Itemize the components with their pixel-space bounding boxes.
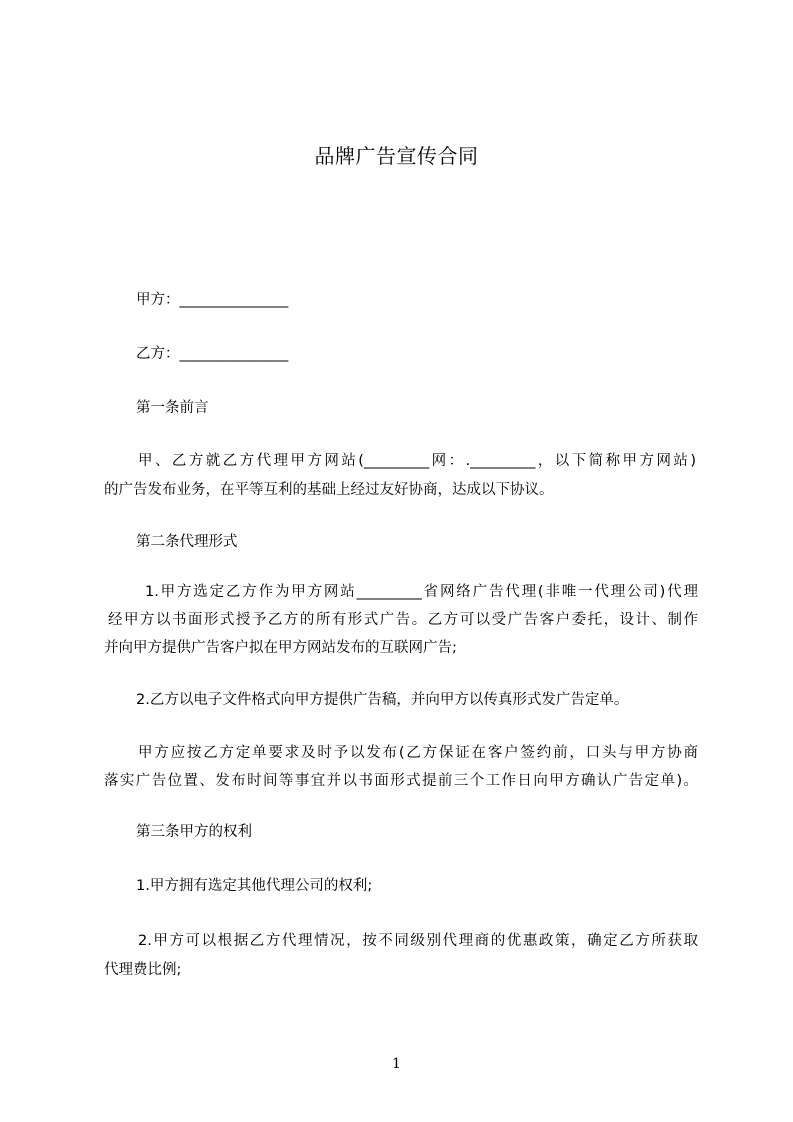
article-2-item-1-line-3: 并向甲方提供广告客户拟在甲方网站发布的互联网广告;	[104, 640, 457, 656]
article-3-item-2-line-2: 代理费比例;	[104, 962, 182, 978]
article-2-paragraph-line-2: 落实广告位置、发布时间等事宜并以书面形式提前三个工作日向甲方确认广告定单)。	[104, 773, 698, 789]
party-b-line: 乙方：_______________	[136, 346, 289, 362]
article-3-item-1: 1.甲方拥有选定其他代理公司的权利;	[136, 878, 373, 894]
article-1-paragraph-line-1: 甲、乙方就乙方代理甲方网站(_________网：._________，以下简称甲方网站)	[138, 453, 696, 469]
party-a-line: 甲方：_______________	[136, 292, 289, 308]
article-2-paragraph-line-1: 甲方应按乙方定单要求及时予以发布(乙方保证在客户签约前，口头与甲方协商	[138, 745, 698, 761]
page-number: 1	[392, 1056, 401, 1072]
article-2-heading: 第二条代理形式	[136, 534, 238, 550]
article-1-heading: 第一条前言	[136, 400, 209, 416]
article-2-item-1-line-2: 经甲方以书面形式授予乙方的所有形式广告。乙方可以受广告客户委托，设计、制作	[108, 612, 698, 628]
article-3-item-2-line-1: 2.甲方可以根据乙方代理情况，按不同级别代理商的优惠政策，确定乙方所获取	[138, 933, 698, 949]
article-1-paragraph-line-2: 的广告发布业务，在平等互利的基础上经过友好协商，达成以下协议。	[104, 482, 554, 498]
document-title: 品牌广告宣传合同	[314, 144, 479, 168]
article-3-heading: 第三条甲方的权利	[136, 824, 252, 840]
article-2-item-2: 2.乙方以电子文件格式向甲方提供广告稿，并向甲方以传真形式发广告定单。	[136, 692, 629, 708]
article-2-item-1-line-1: 1.甲方选定乙方作为甲方网站_________省网络广告代理(非唯一代理公司)代理	[145, 584, 698, 600]
